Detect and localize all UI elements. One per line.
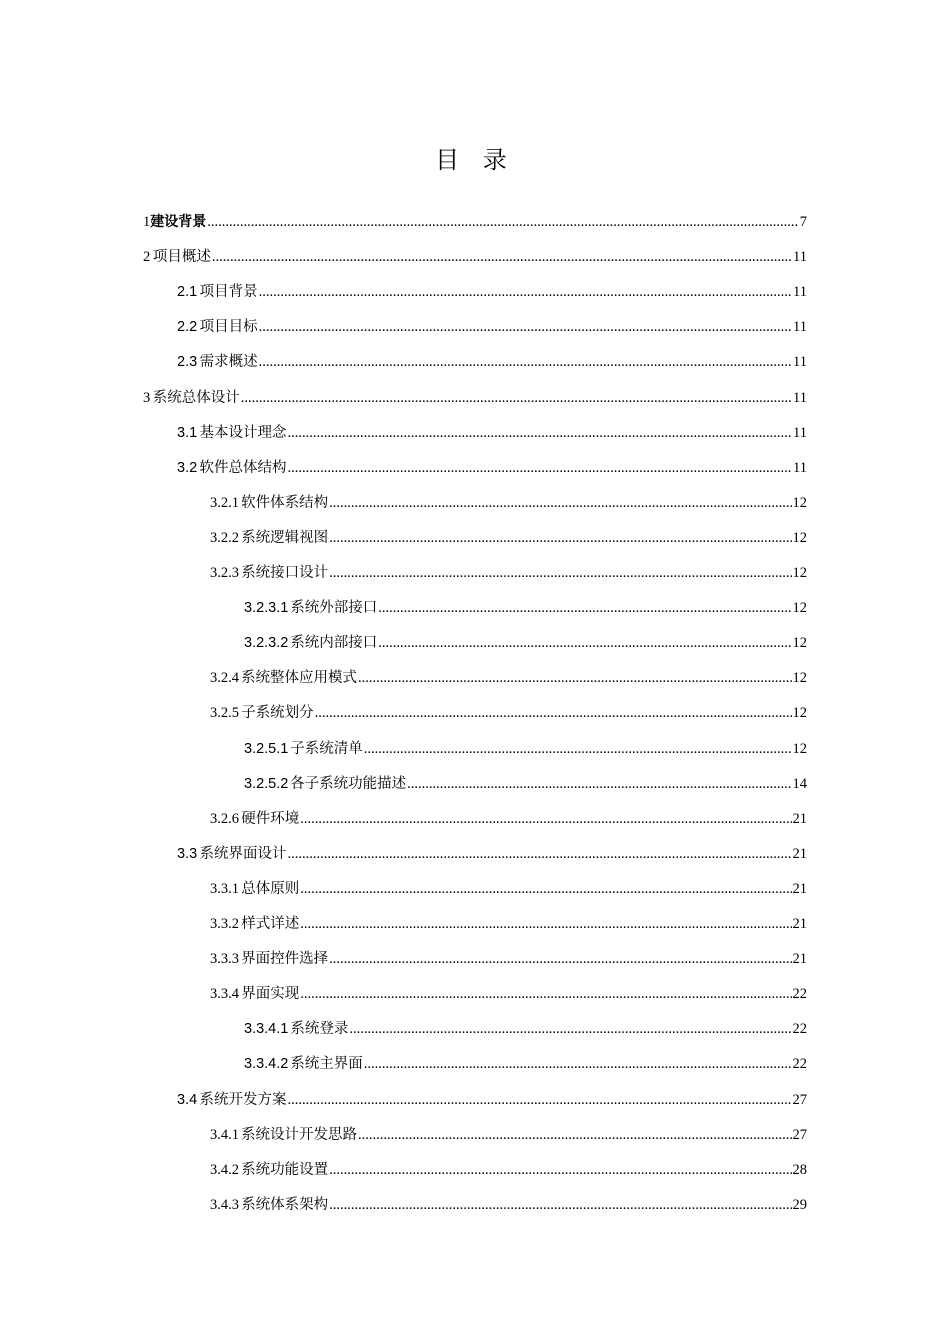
toc-entry-number: 3.3 (177, 845, 198, 862)
toc-dot-leader (364, 1047, 792, 1082)
toc-entry-number: 3.3.4.1 (244, 1021, 289, 1038)
toc-entry[interactable] (143, 240, 807, 275)
toc-entry[interactable] (143, 381, 807, 416)
toc-entry-page-number: 12 (792, 705, 807, 722)
toc-entry[interactable] (210, 1153, 807, 1188)
toc-entry-number: 3.3.3 (210, 951, 239, 968)
toc-entry[interactable] (210, 802, 807, 837)
toc-entry-page-number: 11 (793, 284, 807, 301)
toc-entry-title: 系统体系架构 (241, 1196, 329, 1213)
toc-entry-page-number: 21 (792, 916, 807, 932)
toc-entry-title: 子系统清单 (290, 740, 363, 757)
toc-entry-title: 界面实现 (241, 986, 300, 1003)
toc-entry-title: 子系统划分 (241, 705, 314, 722)
toc-dot-leader (329, 556, 791, 591)
toc-entry[interactable] (177, 451, 807, 486)
toc-entry[interactable] (210, 486, 807, 521)
toc-entry-page-number: 11 (793, 319, 807, 336)
toc-entry-number: 2.3 (177, 354, 198, 371)
toc-dot-leader (259, 345, 792, 380)
toc-dot-leader (358, 1118, 792, 1153)
toc-entry-title: 项目概述 (152, 249, 211, 266)
toc-entry-page-number: 22 (792, 986, 807, 1003)
toc-dot-leader (315, 696, 792, 731)
toc-dot-leader (300, 802, 791, 837)
toc-entry[interactable] (177, 310, 807, 345)
toc-entry-number: 3.4 (177, 1091, 198, 1108)
toc-dot-leader (358, 661, 792, 696)
toc-dot-leader (364, 732, 792, 767)
toc-entry-number: 2.2 (177, 319, 198, 336)
toc-entry[interactable] (177, 275, 807, 310)
toc-entry[interactable] (244, 591, 807, 626)
toc-entry-title: 硬件环境 (241, 810, 300, 827)
toc-entry-title: 样式详述 (241, 916, 300, 932)
toc-entry[interactable] (210, 1118, 807, 1153)
toc-entry-number: 3.2.2 (210, 529, 239, 546)
toc-entry-title: 系统开发方案 (199, 1091, 287, 1108)
toc-dot-leader (329, 1188, 791, 1223)
toc-title: 目 录 (435, 146, 515, 174)
toc-entry-title: 界面控件选择 (241, 951, 329, 968)
toc-entry[interactable] (210, 907, 807, 942)
toc-entry-number: 3.2.5.1 (244, 740, 289, 757)
toc-entry-title: 软件体系结构 (241, 494, 329, 511)
toc-entry-page-number: 11 (793, 249, 807, 266)
toc-entry-title: 总体原则 (241, 880, 300, 897)
toc-entry-number: 3.4.3 (210, 1196, 239, 1213)
toc-dot-leader (407, 767, 791, 802)
toc-entry[interactable] (210, 521, 807, 556)
toc-entry-number: 3 (143, 389, 151, 406)
toc-dot-leader (287, 451, 792, 486)
toc-entry-page-number: 12 (792, 635, 807, 652)
toc-entry-title: 系统总体设计 (152, 389, 240, 406)
toc-dot-leader (287, 837, 791, 872)
toc-dot-leader (378, 626, 791, 661)
toc-entry-number: 3.3.4.2 (244, 1056, 289, 1073)
toc-dot-leader (329, 486, 791, 521)
toc-dot-leader (259, 275, 792, 310)
toc-entry-number: 3.2.1 (210, 494, 239, 511)
toc-entry-title: 项目背景 (199, 284, 258, 301)
toc-entry[interactable] (177, 345, 807, 380)
toc-entry-number: 2.1 (177, 284, 198, 301)
toc-entry-number: 3.2.5.2 (244, 775, 289, 792)
toc-entry-title: 系统逻辑视图 (241, 529, 329, 546)
toc-dot-leader (287, 416, 792, 451)
toc-entry-title: 各子系统功能描述 (290, 775, 407, 792)
toc-dot-leader (300, 907, 791, 942)
toc-entry-number: 3.2.3.2 (244, 635, 289, 652)
toc-entry-number: 3.3.1 (210, 880, 239, 897)
toc-entry[interactable] (244, 732, 807, 767)
toc-entry-number: 1 (143, 214, 151, 230)
toc-entry-page-number: 21 (792, 951, 807, 968)
toc-entry-title: 系统内部接口 (290, 635, 378, 652)
toc-entry[interactable] (244, 1047, 807, 1082)
toc-entry-title: 基本设计理念 (199, 424, 287, 441)
toc-entry-number: 3.2.5 (210, 705, 239, 722)
toc-entry-title: 系统功能设置 (241, 1161, 329, 1178)
toc-entry-page-number: 21 (792, 845, 807, 862)
toc-dot-leader (300, 872, 791, 907)
toc-entry-page-number: 22 (792, 1056, 807, 1073)
toc-entry-number: 2 (143, 249, 151, 266)
toc-dot-leader (259, 310, 792, 345)
toc-entry[interactable] (177, 1083, 807, 1118)
toc-entry[interactable] (210, 696, 807, 731)
toc-entry-title: 建设背景 (150, 214, 207, 230)
toc-entry-number: 3.3.4 (210, 986, 239, 1003)
toc-entry-page-number: 12 (792, 529, 807, 546)
toc-entry[interactable] (210, 556, 807, 591)
toc-entry-title: 系统整体应用模式 (240, 670, 357, 687)
toc-dot-leader (287, 1083, 791, 1118)
toc-entry-page-number: 11 (793, 459, 807, 476)
toc-dot-leader (241, 381, 792, 416)
toc-entry-page-number: 21 (792, 810, 807, 827)
toc-entry[interactable] (210, 872, 807, 907)
toc-entry[interactable] (210, 661, 807, 696)
toc-entry-page-number: 12 (792, 600, 807, 617)
toc-entry-page-number: 28 (792, 1161, 807, 1178)
toc-entry-title: 系统外部接口 (290, 600, 378, 617)
toc-entry[interactable] (244, 767, 807, 802)
toc-entry-title: 软件总体结构 (199, 459, 287, 476)
toc-entry-page-number: 22 (792, 1021, 807, 1038)
toc-entry-number: 3.2 (177, 459, 198, 476)
toc-entry-title: 系统设计开发思路 (240, 1126, 357, 1143)
toc-entry-title: 系统界面设计 (199, 845, 287, 862)
toc-dot-leader (212, 240, 792, 275)
toc-entry-page-number: 7 (799, 214, 807, 230)
toc-dot-leader (329, 942, 791, 977)
toc-entry-number: 3.2.3 (210, 565, 239, 581)
toc-entry-title: 需求概述 (199, 354, 258, 371)
toc-dot-leader (349, 1012, 791, 1047)
toc-entry-page-number: 27 (792, 1091, 807, 1108)
toc-entry-page-number: 12 (792, 494, 807, 511)
toc-entry[interactable] (210, 1188, 807, 1223)
toc-entry-page-number: 12 (792, 740, 807, 757)
toc-dot-leader (378, 591, 791, 626)
toc-entry[interactable] (210, 942, 807, 977)
toc-entry-number: 3.2.3.1 (244, 600, 289, 617)
toc-entry-number: 3.2.6 (210, 810, 239, 827)
toc-entry[interactable] (143, 205, 807, 240)
toc-entry-number: 3.4.1 (210, 1126, 239, 1143)
toc-entry-number: 3.4.2 (210, 1161, 239, 1178)
toc-entry[interactable] (177, 837, 807, 872)
toc-entry-title: 系统登录 (290, 1021, 349, 1038)
toc-entry-title: 项目目标 (199, 319, 258, 336)
toc-entry-page-number: 12 (792, 565, 807, 581)
toc-entry-number: 3.1 (177, 424, 198, 441)
toc-entry-page-number: 27 (792, 1126, 807, 1143)
toc-entry-page-number: 11 (793, 424, 807, 441)
toc-entry[interactable] (210, 977, 807, 1012)
toc-dot-leader (329, 1153, 791, 1188)
toc-dot-leader (207, 205, 799, 240)
toc-dot-leader (329, 521, 791, 556)
toc-entry[interactable] (244, 1012, 807, 1047)
toc-entry-page-number: 21 (792, 880, 807, 897)
toc-entry-number: 3.3.2 (210, 916, 239, 932)
toc-entry-page-number: 11 (793, 354, 807, 371)
toc-entry-page-number: 11 (793, 389, 807, 406)
toc-dot-leader (300, 977, 791, 1012)
toc-entry[interactable] (244, 626, 807, 661)
toc-entry-page-number: 29 (792, 1196, 807, 1213)
toc-entry-title: 系统主界面 (290, 1056, 363, 1073)
toc-entry-page-number: 12 (792, 670, 807, 687)
toc-entry-title: 系统接口设计 (241, 565, 329, 581)
toc-entry[interactable] (177, 416, 807, 451)
toc-entry-number: 3.2.4 (210, 670, 239, 687)
toc-entry-page-number: 14 (792, 775, 807, 792)
